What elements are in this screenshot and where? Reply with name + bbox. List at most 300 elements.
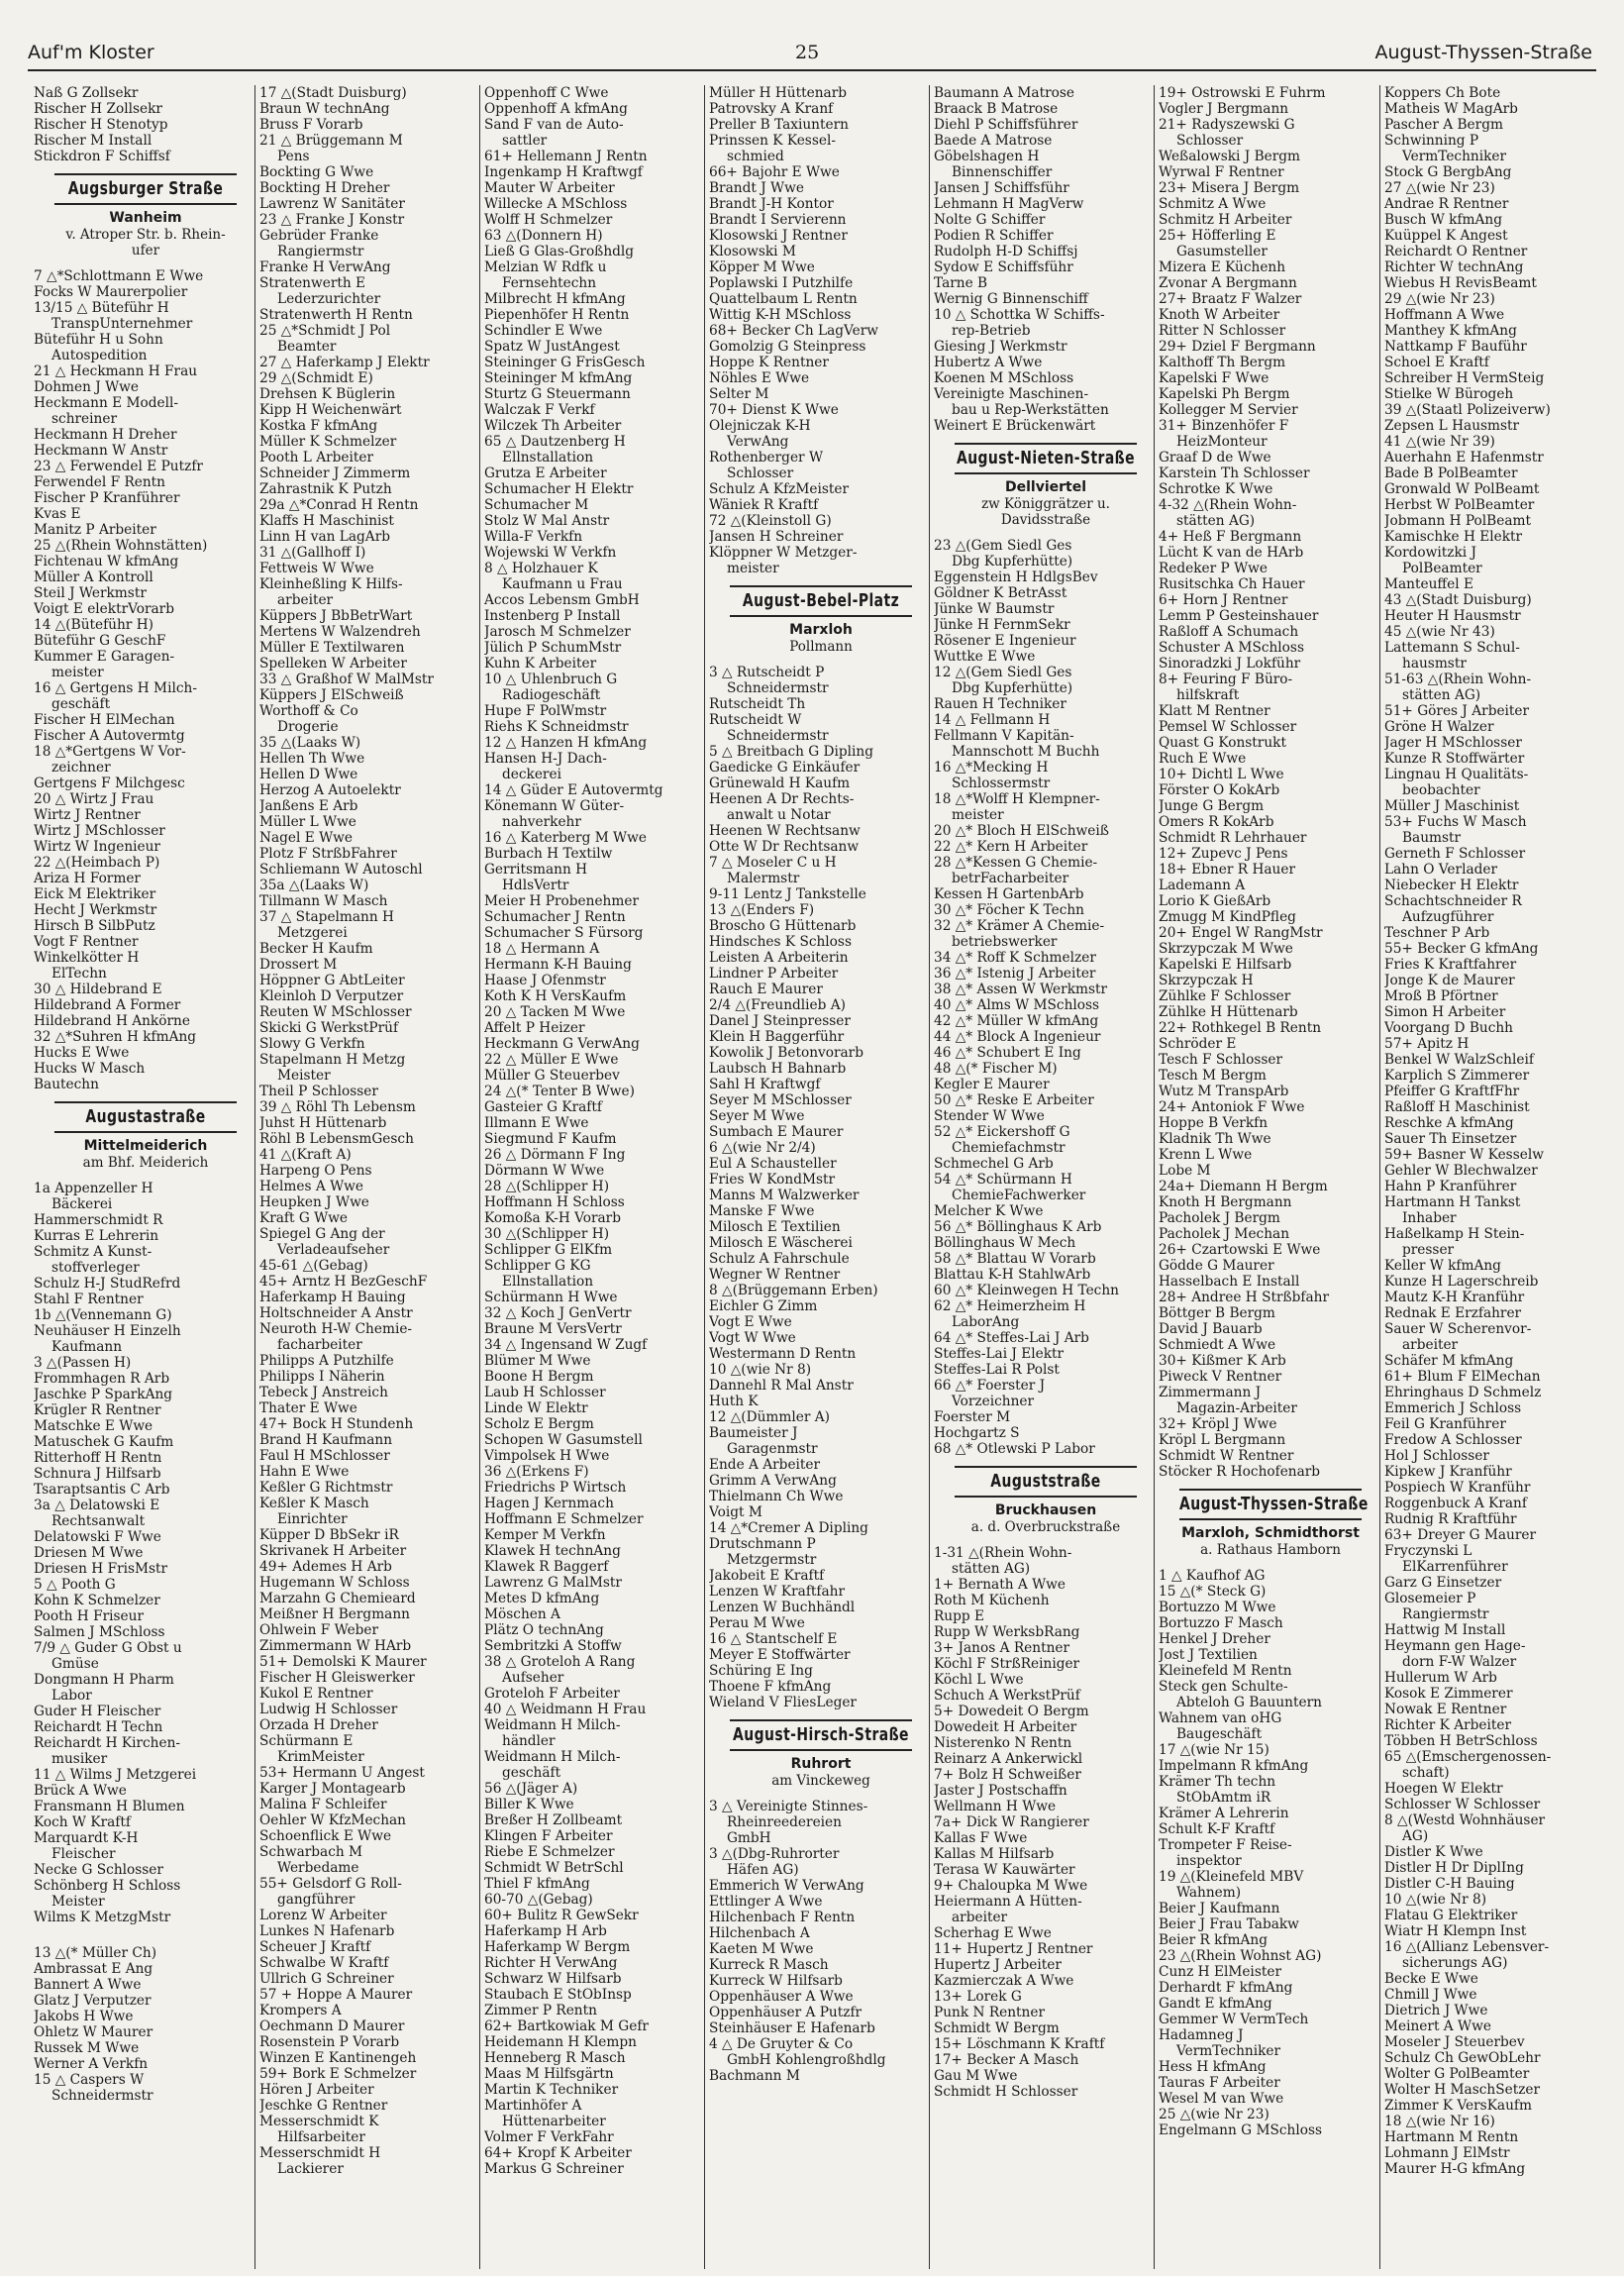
entry-continuation: Schneidermstr	[727, 728, 829, 744]
resident-entry: Derhardt F kfmAng	[1159, 1980, 1293, 1996]
resident-entry: Köchl F StrßReiniger	[934, 1656, 1080, 1672]
resident-entry: 44 △* Block A Ingenieur	[934, 1029, 1101, 1045]
resident-entry: Werner A Verkfn	[34, 2056, 149, 2072]
entry-continuation: stoffverleger	[51, 1260, 140, 1276]
entry-continuation: Metzgerei	[277, 925, 348, 941]
resident-entry: Moseler J Steuerbev	[1384, 2034, 1525, 2050]
entry-continuation: Inhaber	[1402, 1210, 1457, 1226]
resident-entry: Walczak F Verkf	[484, 402, 595, 418]
resident-entry: Steffes-Lai J Elektr	[934, 1346, 1065, 1362]
resident-entry: Heidemann H Klempn	[484, 2034, 637, 2050]
resident-entry: 14 △*Cremer A Dipling	[709, 1520, 868, 1536]
resident-entry: Sinoradzki J Lokführ	[1159, 656, 1301, 672]
resident-entry: Schulz H-J StudRefrd	[34, 1276, 181, 1292]
resident-entry: Pooth H Friseur	[34, 1608, 144, 1624]
resident-entry: Illmann E Wwe	[484, 1115, 589, 1131]
resident-entry: Rischer H Zollsekr	[34, 101, 162, 117]
resident-entry: Melzian W Rdfk u	[484, 259, 607, 275]
resident-entry: Kleinefeld M Rentn	[1159, 1663, 1292, 1679]
resident-entry: Ehringhaus D Schmelz	[1384, 1385, 1542, 1400]
resident-entry: Hupertz J Arbeiter	[934, 1957, 1062, 1973]
resident-entry: Kalthoff Th Bergm	[1159, 355, 1286, 370]
resident-entry: 8 △ Holzhauer K	[484, 561, 598, 576]
entry-continuation: hausmstr	[1402, 656, 1467, 672]
resident-entry: Haßelkamp H Stein-	[1384, 1226, 1525, 1242]
resident-entry: Accos Lebensm GmbH	[484, 592, 640, 608]
resident-entry: Hansen H-J Dach-	[484, 751, 607, 767]
resident-entry: Manteuffel E	[1384, 576, 1473, 592]
resident-entry: Thoene F kfmAng	[709, 1679, 832, 1695]
resident-entry: Pemsel W Schlosser	[1159, 719, 1297, 735]
resident-entry: Kladnik Th Wwe	[1159, 1131, 1271, 1147]
resident-entry: Rupp W WerksbRang	[934, 1624, 1080, 1640]
resident-entry: Schwarz W Hilfsarb	[484, 1971, 622, 1987]
resident-entry: Kaeten M Wwe	[709, 1941, 814, 1957]
resident-entry: Wolff H Schmelzer	[484, 212, 613, 228]
resident-entry: 38 △* Assen W Werkmstr	[934, 982, 1108, 997]
resident-entry: Schmechel G Arb	[934, 1156, 1054, 1172]
entry-continuation: Schneidermstr	[727, 680, 829, 696]
resident-entry: Gerritsmann H	[484, 862, 588, 878]
entry-continuation: Ellnstallation	[502, 450, 594, 466]
resident-entry: 25 △*Schmidt J Pol	[259, 323, 391, 339]
resident-entry: Franke H VerwAng	[259, 259, 391, 275]
resident-entry: Skrzypczak M Wwe	[1159, 941, 1293, 957]
resident-entry: 51+ Göres J Arbeiter	[1384, 703, 1530, 719]
resident-entry: Haferkamp W Bergm	[484, 1939, 631, 1955]
resident-entry: 34 △* Roff K Schmelzer	[934, 950, 1096, 966]
resident-entry: Thiel F kfmAng	[484, 1876, 590, 1892]
resident-entry: Fries W KondMstr	[709, 1172, 836, 1188]
resident-entry: Oppenhoff C Wwe	[484, 85, 609, 101]
resident-entry: Jager H MSchlosser	[1384, 735, 1522, 751]
resident-entry: Klawek H technAng	[484, 1543, 621, 1559]
resident-entry: Rauen H Techniker	[934, 696, 1066, 712]
street-heading: Augustastraße	[54, 1101, 237, 1133]
resident-entry: 3 △(Passen H)	[34, 1355, 132, 1371]
resident-entry: Krämer A Lehrerin	[1159, 1806, 1289, 1821]
resident-entry: Messerschmidt H	[259, 2145, 381, 2161]
resident-entry: Bautechn	[34, 1077, 99, 1092]
resident-entry: 28+ Andree H Strßbfahr	[1159, 1290, 1329, 1305]
resident-entry: Hucks E Wwe	[34, 1045, 130, 1061]
resident-entry: 13/15 △ Büteführ H	[34, 300, 169, 316]
entry-continuation: geschäft	[51, 696, 111, 712]
resident-entry: Jobmann H PolBeamt	[1384, 513, 1531, 529]
resident-entry: Mizera E Küchenh	[1159, 259, 1286, 275]
entry-continuation: meister	[952, 807, 1004, 823]
resident-entry: Wolter G PolBeamter	[1384, 2066, 1530, 2082]
resident-entry: Beier J Frau Tabakw	[1159, 1916, 1299, 1932]
resident-entry: Koch W Kraftf	[34, 1814, 131, 1830]
resident-entry: 24+ Antoniok F Wwe	[1159, 1099, 1305, 1115]
entry-continuation: TranspUnternehmer	[51, 316, 193, 332]
resident-entry: Schuch A WerkstPrüf	[934, 1688, 1080, 1704]
resident-entry: 4-32 △(Rhein Wohn-	[1159, 497, 1297, 513]
resident-entry: Seyer M Wwe	[709, 1108, 805, 1124]
resident-entry: Orzada H Dreher	[259, 1717, 378, 1733]
resident-entry: 7a+ Dick W Rangierer	[934, 1814, 1089, 1830]
resident-entry: Ariza H Former	[34, 871, 141, 886]
resident-entry: Mauter W Arbeiter	[484, 180, 615, 196]
resident-entry: Jaster J Postschaffn	[934, 1783, 1067, 1799]
entry-continuation: Pens	[277, 149, 310, 164]
resident-entry: Cunz H ElMeister	[1159, 1964, 1281, 1980]
resident-entry: Voorgang D Buchh	[1384, 1020, 1513, 1036]
resident-entry: Tesch M Bergm	[1159, 1068, 1267, 1084]
resident-entry: Holtschneider A Anstr	[259, 1305, 413, 1321]
resident-entry: Bortuzzo M Wwe	[1159, 1600, 1276, 1615]
resident-entry: 14 △ Güder E Autovermtg	[484, 782, 663, 798]
resident-entry: 7/9 △ Guder G Obst u	[34, 1640, 182, 1656]
resident-entry: 45-61 △(Gebag)	[259, 1258, 368, 1274]
resident-entry: Voigt M	[709, 1504, 762, 1520]
resident-entry: 14 △(Büteführ H)	[34, 617, 153, 633]
resident-entry: Höppner G AbtLeiter	[259, 973, 405, 988]
entry-continuation: Metzgermstr	[727, 1552, 817, 1568]
resident-entry: Hartmann M Rentn	[1384, 2129, 1519, 2145]
resident-entry: Schüring E Ing	[709, 1663, 813, 1679]
resident-entry: Pooth L Arbeiter	[259, 450, 374, 466]
resident-entry: Klein H Baggerführ	[709, 1029, 845, 1045]
resident-entry: Schneider J Zimmerm	[259, 466, 411, 481]
resident-entry: Zvonar A Bergmann	[1159, 275, 1297, 291]
entry-continuation: arbeiter	[277, 592, 334, 608]
entry-continuation: arbeiter	[952, 1910, 1008, 1925]
resident-entry: Koppers Ch Bote	[1384, 85, 1501, 101]
resident-entry: 13 △(Enders F)	[709, 902, 815, 918]
resident-entry: Henneberg R Masch	[484, 2050, 626, 2066]
resident-entry: Lorenz W Arbeiter	[259, 1908, 387, 1923]
resident-entry: 20 △ Tacken M Wwe	[484, 1004, 626, 1020]
resident-entry: Krügler R Rentner	[34, 1402, 161, 1418]
street-range: Pollmann	[789, 639, 853, 655]
column-6	[1159, 85, 1382, 2138]
resident-entry: 17 △(Stadt Duisburg)	[259, 85, 407, 101]
resident-entry: Hellen Th Wwe	[259, 751, 365, 767]
resident-entry: Hoffmann A Wwe	[1384, 307, 1505, 323]
resident-entry: Ritter N Schlosser	[1159, 323, 1286, 339]
resident-entry: Richter K Arbeiter	[1384, 1717, 1512, 1733]
resident-entry: Kröpl L Bergmann	[1159, 1432, 1286, 1448]
resident-entry: Raßloff H Maschinist	[1384, 1099, 1530, 1115]
resident-entry: 15+ Löschmann K Kraftf	[934, 2036, 1105, 2052]
resident-entry: Mroß B Pförtner	[1384, 988, 1498, 1004]
entry-continuation: Werbedame	[277, 1860, 359, 1876]
district-name: Wanheim	[109, 210, 182, 226]
resident-entry: 10 △ Schottka W Schiffs-	[934, 307, 1105, 323]
resident-entry: 13 △(* Müller Ch)	[34, 1945, 157, 1961]
resident-entry: 32 △* Krämer A Chemie-	[934, 918, 1105, 934]
resident-entry: Hess H kfmAng	[1159, 2059, 1267, 2075]
resident-entry: 49+ Ademes H Arb	[259, 1559, 392, 1575]
column-4	[709, 85, 933, 2084]
entry-continuation: Baumstr	[1402, 830, 1462, 846]
street-range: a. Rathaus Hamborn	[1200, 1542, 1341, 1558]
resident-entry: Weßalowski J Bergm	[1159, 149, 1301, 164]
resident-entry: 53+ Fuchs W Masch	[1384, 814, 1527, 830]
resident-entry: Röhl B LebensmGesch	[259, 1131, 414, 1147]
entry-continuation: Schlosser	[1176, 133, 1244, 149]
resident-entry: Markus G Schreiner	[484, 2161, 624, 2177]
resident-entry: Diehl P Schiffsführer	[934, 117, 1078, 133]
resident-entry: Hirsch B SilbPutz	[34, 918, 155, 934]
resident-entry: 47+ Bock H Stundenh	[259, 1416, 414, 1432]
resident-entry: Olejniczak K-H	[709, 418, 811, 434]
resident-entry: Drehsen K Büglerin	[259, 386, 396, 402]
resident-entry: Lawrenz W Sanitäter	[259, 196, 405, 212]
street-heading: August-Hirsch-Straße	[730, 1719, 912, 1751]
resident-entry: 29+ Dziel F Bergmann	[1159, 339, 1316, 355]
resident-entry: Andrae R Rentner	[1384, 196, 1509, 212]
resident-entry: Kallas F Wwe	[934, 1830, 1028, 1846]
resident-entry: Zühlke F Schlosser	[1159, 988, 1291, 1004]
resident-entry: Stahl F Rentner	[34, 1292, 144, 1307]
resident-entry: 3 △ Vereinigte Stinnes-	[709, 1799, 868, 1814]
resident-entry: Seyer M MSchlosser	[709, 1092, 852, 1108]
resident-entry: Manske F Wwe	[709, 1203, 815, 1219]
resident-entry: Oppenhäuser A Putzfr	[709, 2005, 863, 2020]
resident-entry: Fredow A Schlosser	[1384, 1432, 1522, 1448]
resident-entry: Kapelski Ph Bergm	[1159, 386, 1290, 402]
resident-entry: 21+ Radyszewski G	[1159, 117, 1295, 133]
resident-entry: Riebe E Schmelzer	[484, 1844, 615, 1860]
entry-continuation: sattler	[502, 133, 548, 149]
resident-entry: Schürmann E	[259, 1733, 354, 1749]
resident-entry: Skrivanek H Arbeiter	[259, 1543, 407, 1559]
resident-entry: 3 △(Dbg-Ruhrorter	[709, 1846, 840, 1862]
column-1	[34, 85, 257, 2104]
resident-entry: Schulz A KfzMeister	[709, 481, 850, 497]
entry-continuation: zeichner	[51, 760, 111, 776]
column-2	[259, 85, 483, 2177]
resident-entry: Hasselbach E Install	[1159, 1274, 1300, 1290]
resident-entry: Gebrüder Franke	[259, 228, 379, 244]
resident-entry: 15 △(* Steck G)	[1159, 1584, 1267, 1600]
entry-continuation: meister	[51, 665, 104, 680]
resident-entry: Kraft G Wwe	[259, 1210, 349, 1226]
resident-entry: Brandt J Wwe	[709, 180, 804, 196]
resident-entry: Schindler E Wwe	[484, 323, 603, 339]
resident-entry: Stender W Wwe	[934, 1108, 1045, 1124]
resident-entry: Tillmann W Masch	[259, 893, 388, 909]
resident-entry: 61+ Hellemann J Rentn	[484, 149, 648, 164]
resident-entry: Sembritzki A Stoffw	[484, 1638, 622, 1654]
district-name: Bruckhausen	[994, 1502, 1097, 1518]
resident-entry: Russek M Wwe	[34, 2040, 140, 2056]
resident-entry: Volmer F VerkFahr	[484, 2129, 614, 2145]
resident-entry: Zimmermann J	[1159, 1385, 1262, 1400]
resident-entry: Klingen F Arbeiter	[484, 1828, 613, 1844]
column-divider	[1379, 85, 1380, 2269]
resident-entry: Podien R Schiffer	[934, 228, 1054, 244]
entry-continuation: Garagenmstr	[727, 1441, 818, 1457]
resident-entry: Maas M Hilfsgärtn	[484, 2066, 614, 2082]
resident-entry: 59+ Basner W Kesselw	[1384, 1147, 1544, 1163]
resident-entry: Garz G Einsetzer	[1384, 1575, 1502, 1591]
resident-entry: Oppenhoff A kfmAng	[484, 101, 628, 117]
resident-entry: Boone H Bergm	[484, 1369, 594, 1385]
resident-entry: Kohn K Schmelzer	[34, 1593, 160, 1608]
resident-entry: 12 △(Dümmler A)	[709, 1409, 830, 1425]
resident-entry: Gandt E kfmAng	[1159, 1996, 1272, 2012]
resident-entry: Krompers A	[259, 2003, 342, 2018]
resident-entry: 25+ Höfferling E	[1159, 228, 1276, 244]
resident-entry: Kipp H Weichenwärt	[259, 402, 402, 418]
resident-entry: Jaschke P SparkAng	[34, 1387, 173, 1402]
resident-entry: Steck gen Schulte-	[1159, 1679, 1288, 1695]
resident-entry: Heiermann A Hütten-	[934, 1894, 1082, 1910]
column-divider	[479, 85, 480, 2269]
resident-entry: Nattkamp F Bauführ	[1384, 339, 1527, 355]
resident-entry: Lorio K GießArb	[1159, 893, 1271, 909]
resident-entry: Schmidt W Rentner	[1159, 1448, 1294, 1464]
resident-entry: Gasteier G Kraftf	[484, 1099, 602, 1115]
resident-entry: Philipps A Putzhilfe	[259, 1353, 394, 1369]
resident-entry: Zahrastnik K Putzh	[259, 481, 392, 497]
street-heading: Augsburger Straße	[54, 173, 237, 205]
resident-entry: Marquardt K-H	[34, 1830, 139, 1846]
resident-entry: Hartmann H Tankst	[1384, 1194, 1521, 1210]
resident-entry: Weinert E Brückenwärt	[934, 418, 1096, 434]
resident-entry: 31+ Binzenhöfer F	[1159, 418, 1289, 434]
resident-entry: 1 △ Kaufhof AG	[1159, 1568, 1266, 1584]
resident-entry: Lattemann S Schul-	[1384, 640, 1520, 656]
resident-entry: Helmes A Wwe	[259, 1179, 363, 1194]
entry-continuation: Baugeschäft	[1176, 1726, 1263, 1742]
resident-entry: Spiegel G Ang der	[259, 1226, 385, 1242]
resident-entry: Stapelmann H Metzg	[259, 1052, 406, 1068]
resident-entry: Rudnig R Kraftführ	[1384, 1511, 1517, 1527]
resident-entry: Thielmann Ch Wwe	[709, 1489, 844, 1504]
resident-entry: Grimm A VerwAng	[709, 1473, 837, 1489]
resident-entry: Kurreck W Hilfsarb	[709, 1973, 843, 1989]
resident-entry: Jost J Textilien	[1159, 1647, 1258, 1663]
resident-entry: 10+ Dichtl L Wwe	[1159, 767, 1284, 782]
entry-continuation: Meister	[51, 1894, 105, 1910]
spacer	[34, 1925, 257, 1935]
resident-entry: Klaffs H Maschinist	[259, 513, 394, 529]
resident-entry: 63+ Dreyer G Maurer	[1384, 1527, 1537, 1543]
resident-entry: Maurer H-G kfmAng	[1384, 2161, 1526, 2177]
resident-entry: Schoenflick E Wwe	[259, 1828, 392, 1844]
resident-entry: Kurras E Lehrerin	[34, 1228, 159, 1244]
entry-continuation: gangführer	[277, 1892, 355, 1908]
resident-entry: Hoffmann E Schmelzer	[484, 1511, 644, 1527]
resident-entry: Schulz A Fahrschule	[709, 1251, 850, 1267]
resident-entry: Graaf D de Wwe	[1159, 450, 1271, 466]
resident-entry: Siegmund F Kaufm	[484, 1131, 617, 1147]
resident-entry: 22 △(Heimbach P)	[34, 855, 160, 871]
resident-entry: Wojewski W Verkfn	[484, 545, 617, 561]
resident-entry: Zimmer P Rentn	[484, 2003, 597, 2018]
resident-entry: Müller G Steuerbev	[484, 1068, 620, 1084]
resident-entry: Milosch E Wäscherei	[709, 1235, 853, 1251]
resident-entry: 18 △ Hermann A	[484, 941, 600, 957]
resident-entry: Distler C-H Bauing	[1384, 1876, 1515, 1892]
resident-entry: 66 △* Foerster J	[934, 1378, 1046, 1394]
resident-entry: Linde W Elektr	[484, 1400, 588, 1416]
resident-entry: Sauer W Scherenvor-	[1384, 1321, 1532, 1337]
resident-entry: Baede A Matrose	[934, 133, 1053, 149]
resident-entry: Chmill J Wwe	[1384, 1987, 1477, 2003]
resident-entry: Baumeister J	[709, 1425, 798, 1441]
resident-entry: 16 △ Katerberg M Wwe	[484, 830, 647, 846]
entry-continuation: Dbg Kupferhütte)	[952, 680, 1073, 696]
entry-continuation: Fleischer	[51, 1846, 116, 1862]
entry-continuation: ChemieFachwerker	[952, 1188, 1086, 1203]
resident-entry: Danel J Steinpresser	[709, 1013, 851, 1029]
entry-continuation: Gasumsteller	[1176, 244, 1268, 259]
resident-entry: Schwarbach M	[259, 1844, 363, 1860]
resident-entry: 41 △(Kraft A)	[259, 1147, 352, 1163]
resident-entry: Bockting H Dreher	[259, 180, 390, 196]
resident-entry: Winzen E Kantinengeh	[259, 2050, 417, 2066]
resident-entry: Ambrassat E Ang	[34, 1961, 153, 1977]
street-heading: August-Nieten-Straße	[955, 443, 1137, 474]
resident-entry: Burbach H Textilw	[484, 846, 613, 862]
resident-entry: Zmugg M KindPfleg	[1159, 909, 1296, 925]
resident-entry: Rutscheidt W	[709, 712, 802, 728]
resident-entry: 5 △ Breitbach G Dipling	[709, 744, 874, 760]
resident-entry: 35 △(Laaks W)	[259, 735, 361, 751]
resident-entry: Schnura J Hilfsarb	[34, 1466, 161, 1482]
resident-entry: Müller E Textilwaren	[259, 640, 405, 656]
resident-entry: Harpeng O Pens	[259, 1163, 372, 1179]
resident-entry: Oppenhäuser A Wwe	[709, 1989, 854, 2005]
resident-entry: Reichardt H Kirchen-	[34, 1735, 181, 1751]
resident-entry: Roggenbuck A Kranf	[1384, 1496, 1527, 1511]
resident-entry: Hoppe K Rentner	[709, 355, 829, 370]
resident-entry: Emmerich W VerwAng	[709, 1878, 864, 1894]
resident-entry: Braune M VersVertr	[484, 1321, 622, 1337]
resident-entry: Bade B PolBeamter	[1384, 466, 1518, 481]
resident-entry: Feil G Kranführer	[1384, 1416, 1506, 1432]
resident-entry: Müller A Kontroll	[34, 569, 153, 585]
resident-entry: 61+ Blum F ElMechan	[1384, 1369, 1541, 1385]
resident-entry: Pacholek J Mechan	[1159, 1226, 1290, 1242]
resident-entry: Prinssen K Kessel-	[709, 133, 836, 149]
resident-entry: Müller J Maschinist	[1384, 798, 1520, 814]
resident-entry: Steininger G FrisGesch	[484, 355, 646, 370]
header-left-street: Auf'm Kloster	[28, 42, 154, 63]
resident-entry: Winkelkötter H	[34, 950, 140, 966]
resident-entry: 2/4 △(Freundlieb A)	[709, 997, 846, 1013]
resident-entry: Schröder E	[1159, 1036, 1237, 1052]
resident-entry: Vogt W Wwe	[709, 1330, 796, 1346]
resident-entry: 24 △(* Tenter B Wwe)	[484, 1084, 635, 1099]
street-range: zw Königgrätzer u.	[981, 496, 1110, 512]
resident-entry: Driesen H FrisMstr	[34, 1561, 168, 1577]
header-right-street: August-Thyssen-Straße	[1374, 42, 1592, 63]
resident-entry: Klosowski J Rentner	[709, 228, 848, 244]
resident-entry: Schrotke K Wwe	[1159, 481, 1273, 497]
resident-entry: Henkel J Dreher	[1159, 1631, 1270, 1647]
resident-entry: Richter W technAng	[1384, 259, 1524, 275]
resident-entry: Metes D kfmAng	[484, 1591, 600, 1606]
resident-entry: Raßloff A Schumach	[1159, 624, 1299, 640]
entry-continuation: händler	[502, 1733, 556, 1749]
resident-entry: Groteloh F Arbeiter	[484, 1686, 620, 1702]
resident-entry: Salmen J MSchloss	[34, 1624, 165, 1640]
resident-entry: 11 △ Wilms J Metzgerei	[34, 1767, 197, 1783]
resident-entry: 14 △ Fellmann H	[934, 712, 1051, 728]
entry-continuation: nahverkehr	[502, 814, 581, 830]
resident-entry: Richter H VerwAng	[484, 1955, 618, 1971]
resident-entry: Göbelshagen H	[934, 149, 1040, 164]
resident-entry: Zimmer K VersKaufm	[1384, 2098, 1532, 2114]
resident-entry: Jansen H Schreiner	[709, 529, 844, 545]
